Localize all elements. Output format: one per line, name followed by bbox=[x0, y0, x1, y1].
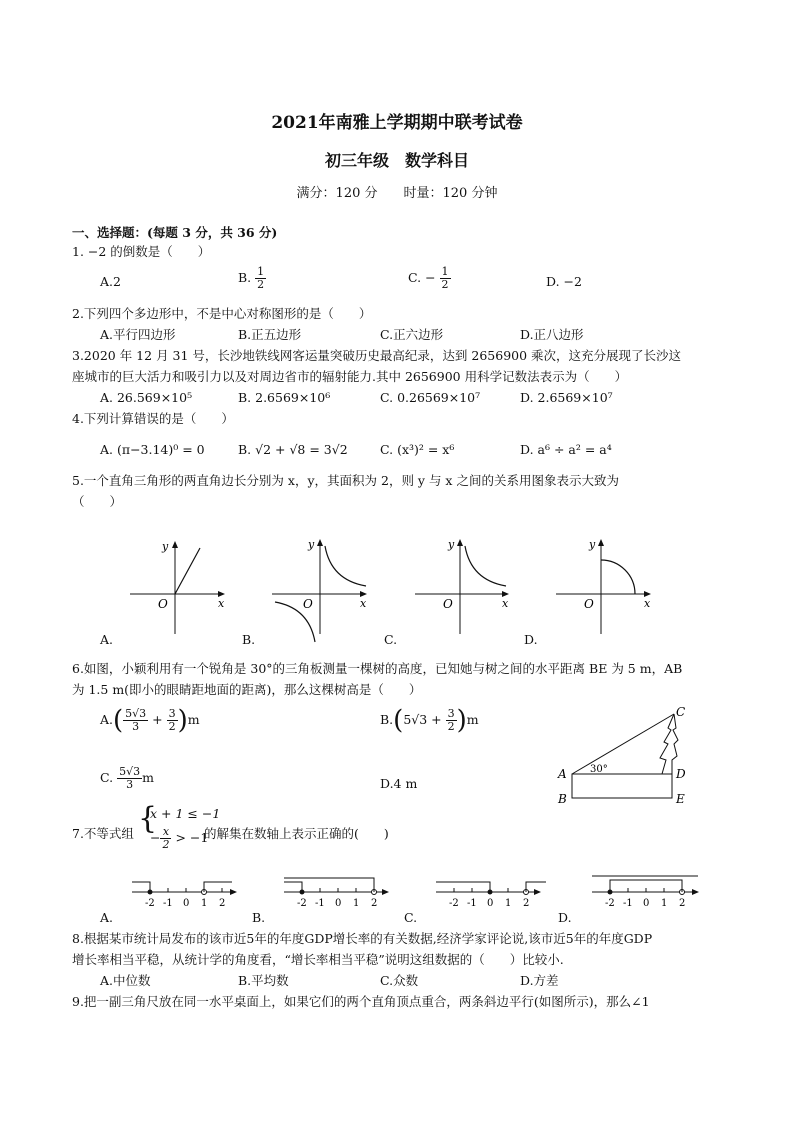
q9-line1: 9.把一副三角尺放在同一水平桌面上，如果它们的两个直角顶点重合，两条斜边平行(如图所示)，那么∠1 bbox=[72, 994, 650, 1009]
svg-text:-1: -1 bbox=[467, 898, 477, 909]
q6-option-c: C. $\frac{5√3}{3}$ m bbox=[100, 765, 154, 791]
q5-graph-a bbox=[130, 540, 225, 634]
svg-text:y: y bbox=[448, 538, 455, 551]
svg-text:x: x bbox=[218, 597, 225, 610]
q4-option-c: C. (x³)² = x⁶ bbox=[380, 442, 455, 457]
svg-text:-1: -1 bbox=[623, 898, 633, 909]
svg-text:O: O bbox=[443, 597, 453, 611]
q7-option-d: D. bbox=[558, 910, 572, 925]
q7-option-c: C. bbox=[404, 910, 418, 925]
svg-text:y: y bbox=[308, 538, 315, 551]
svg-text:-2: -2 bbox=[297, 898, 307, 909]
q6-option-d: D.4 m bbox=[380, 776, 418, 791]
q3-option-b: B. 2.6569×10⁶ bbox=[238, 390, 331, 405]
q4-option-d: D. a⁶ ÷ a² = a⁴ bbox=[520, 442, 612, 457]
q5-graph-c bbox=[415, 538, 509, 634]
q5-option-b: B. bbox=[242, 632, 256, 647]
svg-text:2: 2 bbox=[371, 898, 378, 909]
svg-text:y: y bbox=[589, 538, 596, 551]
svg-text:2: 2 bbox=[523, 898, 530, 909]
q3-option-a: A. 26.569×10⁵ bbox=[100, 390, 193, 405]
svg-text:0: 0 bbox=[643, 898, 650, 909]
q2-option-a: A.平行四边形 bbox=[100, 327, 176, 342]
q2-stem: 2.下列四个多边形中，不是中心对称图形的是（ ） bbox=[72, 306, 372, 321]
q1-option-b: B. $\frac{1}{2}$ bbox=[238, 265, 265, 291]
svg-text:O: O bbox=[584, 597, 594, 611]
svg-text:-2: -2 bbox=[605, 898, 615, 909]
q5-graph-d bbox=[556, 538, 651, 634]
q6-option-b: B.(5√3 + $\frac{3}{2}$ )m bbox=[380, 705, 479, 736]
q4-stem: 4.下列计算错误的是（ ） bbox=[72, 411, 234, 426]
svg-text:-1: -1 bbox=[163, 898, 173, 909]
q7-prefix: 7.不等式组 bbox=[72, 826, 134, 841]
q4-option-a: A. (π−3.14)⁰ = 0 bbox=[100, 442, 205, 457]
q7-ineq1: x + 1 ≤ −1 bbox=[150, 806, 221, 821]
q7-line-b bbox=[284, 878, 388, 909]
q7-line-a bbox=[132, 882, 236, 909]
svg-text:0: 0 bbox=[335, 898, 342, 909]
svg-text:B: B bbox=[558, 792, 567, 806]
q5-option-d: D. bbox=[524, 632, 538, 647]
svg-text:-2: -2 bbox=[145, 898, 155, 909]
q6-line2: 为 1.5 m(即小的眼睛距地面的距离)，那么这棵树高是（ ） bbox=[72, 682, 422, 697]
q7-line-d bbox=[592, 876, 698, 909]
q5-option-a: A. bbox=[100, 632, 114, 647]
q8-option-a: A.中位数 bbox=[100, 973, 151, 988]
q8-line1: 8.根据某市统计局发布的该市近5年的年度GDP增长率的有关数据,经济学家评论说,该市近5年的年度GDP bbox=[72, 931, 653, 946]
q8-line2: 增长率相当平稳，从统计学的角度看，“增长率相当平稳”说明这组数据的（ ）比较小. bbox=[72, 952, 564, 967]
q5-line1: 5.一个直角三角形的两直角边长分别为 x，y，其面积为 2，则 y 与 x 之间的关系用图象表示大致为 bbox=[72, 473, 619, 488]
q2-option-c: C.正六边形 bbox=[380, 327, 444, 342]
q8-option-b: B.平均数 bbox=[238, 973, 289, 988]
q7-ineq2: − $\frac{x}{2}$ > −1 bbox=[150, 825, 209, 851]
svg-text:2: 2 bbox=[219, 898, 226, 909]
svg-text:x: x bbox=[502, 597, 509, 610]
svg-text:D: D bbox=[676, 767, 686, 781]
svg-text:1: 1 bbox=[353, 898, 360, 909]
svg-text:1: 1 bbox=[661, 898, 668, 909]
q2-option-b: B.正五边形 bbox=[238, 327, 302, 342]
q7-brace: { bbox=[138, 801, 158, 836]
section-heading: 一、选择题：(每题 3 分，共 36 分) bbox=[72, 225, 278, 240]
q6-tree-figure bbox=[550, 700, 700, 810]
q1-option-d: D. −2 bbox=[546, 274, 582, 289]
q8-option-c: C.众数 bbox=[380, 973, 419, 988]
q3-line1: 3.2020 年 12 月 31 号，长沙地铁线网客运量突破历史最高纪录，达到 2656900 乘次，这充分展现了长沙这 bbox=[72, 348, 682, 363]
q7-number-lines bbox=[0, 872, 794, 916]
svg-text:A: A bbox=[558, 767, 567, 781]
q5-option-c: C. bbox=[384, 632, 398, 647]
svg-text:30°: 30° bbox=[590, 764, 608, 775]
svg-text:y: y bbox=[162, 540, 169, 553]
svg-text:E: E bbox=[676, 792, 685, 806]
q1-option-c: C. − $\frac{1}{2}$ bbox=[408, 265, 449, 291]
svg-text:O: O bbox=[158, 597, 168, 611]
q7-suffix: 的解集在数轴上表示正确的( ) bbox=[204, 826, 389, 841]
q5-line2: （ ） bbox=[72, 494, 123, 509]
q1-stem: 1. −2 的倒数是（ ） bbox=[72, 244, 211, 259]
svg-text:1: 1 bbox=[505, 898, 512, 909]
q6-option-a: A.( $\frac{5√3}{3}$ + $\frac{3}{2}$ )m bbox=[100, 705, 200, 736]
q3-option-c: C. 0.26569×10⁷ bbox=[380, 390, 481, 405]
q7-option-b: B. bbox=[252, 910, 266, 925]
exam-meta: 满分：120 分 时量：120 分钟 bbox=[296, 186, 498, 201]
svg-text:-1: -1 bbox=[315, 898, 325, 909]
exam-title: 2021年南雅上学期期中联考试卷 bbox=[271, 113, 523, 133]
exam-subtitle: 初三年级 数学科目 bbox=[324, 151, 469, 170]
q8-option-d: D.方差 bbox=[520, 973, 559, 988]
svg-text:-2: -2 bbox=[449, 898, 459, 909]
q1-option-a: A.2 bbox=[100, 274, 121, 289]
q5-graph-b bbox=[272, 538, 367, 642]
q3-option-d: D. 2.6569×10⁷ bbox=[520, 390, 613, 405]
svg-text:0: 0 bbox=[487, 898, 494, 909]
q7-option-a: A. bbox=[100, 910, 114, 925]
q4-option-b: B. √2 + √8 = 3√2 bbox=[238, 442, 348, 457]
svg-text:x: x bbox=[644, 597, 651, 610]
q2-option-d: D.正八边形 bbox=[520, 327, 584, 342]
svg-text:2: 2 bbox=[679, 898, 686, 909]
q3-line2: 座城市的巨大活力和吸引力以及对周边省市的辐射能力.其中 2656900 用科学记数法表示为（ ） bbox=[72, 369, 628, 384]
svg-text:C: C bbox=[676, 705, 686, 719]
svg-text:x: x bbox=[360, 597, 367, 610]
q6-line1: 6.如图，小颖利用有一个锐角是 30°的三角板测量一棵树的高度，已知她与树之间的水平距离 BE 为 5 m，AB bbox=[72, 661, 683, 676]
svg-text:0: 0 bbox=[183, 898, 190, 909]
svg-text:1: 1 bbox=[201, 898, 208, 909]
svg-text:O: O bbox=[303, 597, 313, 611]
q7-line-c bbox=[436, 882, 546, 909]
